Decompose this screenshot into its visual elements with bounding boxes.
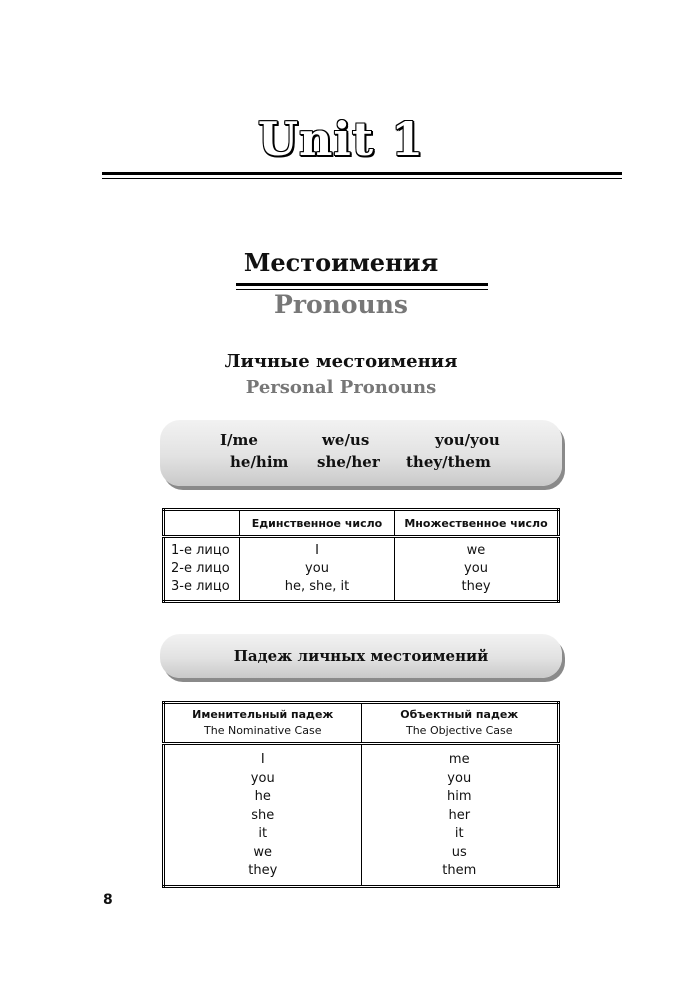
heading-ru: Местоимения [243,248,439,277]
pronoun-pair: he/him [230,453,289,471]
pronoun-box [160,420,562,486]
nominative-header [164,703,362,744]
objective-column [361,744,559,887]
page-number: 8 [103,892,113,908]
objective-header-ru: Объектный падеж [400,708,519,721]
nominative-pronoun: you [250,770,275,786]
objective-pronoun: me [448,752,470,767]
title-rule-thin [102,178,622,179]
case-box-label: Падеж личных местоимений [233,647,489,665]
objective-pronoun: it [454,826,464,841]
objective-header [361,703,559,744]
subheading-en: Personal Pronouns [245,377,437,398]
pronoun-pair: we/us [322,431,370,449]
case-table [162,701,560,888]
person-label: 2-е лицо [171,561,230,576]
nominative-column [164,744,362,887]
nominative-pronoun: they [248,863,278,878]
pronoun-pair: you/you [435,431,500,449]
table-row [164,744,559,887]
objective-pronoun: her [448,807,471,823]
objective-pronoun: us [451,844,467,860]
nominative-pronoun: we [253,844,273,860]
pronoun-pair: they/them [406,453,491,471]
table-cell-plural [395,537,559,602]
table-cell-singular [240,537,395,602]
nominative-header-en: The Nominative Case [204,724,322,737]
number-table [162,508,560,603]
objective-header-en: The Objective Case [405,724,513,737]
nominative-header-ru: Именительный падеж [192,708,334,721]
heading-rule-thick [236,283,488,286]
singular-pronoun: I [315,543,319,558]
pronoun-pair: I/me [220,431,258,449]
table-header-cell: Множественное число [395,510,559,537]
objective-pronoun: you [447,770,472,786]
table-cell-person [164,537,240,602]
table-header-row [164,510,559,537]
case-box [160,634,562,678]
nominative-pronoun: I [260,752,265,767]
nominative-pronoun: he [254,789,271,804]
title-rule-thick [102,172,622,175]
table-row [164,537,559,602]
person-label: 1-е лицо [171,543,230,558]
table-header-cell [164,510,240,537]
subheading-ru: Личные местоимения [224,351,458,372]
unit-title: Unit 1 [257,112,425,166]
singular-pronoun: you [305,561,329,576]
objective-pronoun: them [442,863,477,878]
singular-pronoun: he, she, it [284,579,350,594]
nominative-pronoun: it [258,826,268,841]
person-label: 3-е лицо [171,579,230,594]
plural-pronoun: they [461,579,491,594]
objective-pronoun: him [446,789,472,804]
heading-en: Pronouns [274,290,408,319]
plural-pronoun: we [466,543,486,558]
table-header-row [164,703,559,744]
table-header-cell: Единственное число [240,510,395,537]
plural-pronoun: you [464,561,488,576]
nominative-pronoun: she [251,807,275,823]
pronoun-pair: she/her [317,453,380,471]
